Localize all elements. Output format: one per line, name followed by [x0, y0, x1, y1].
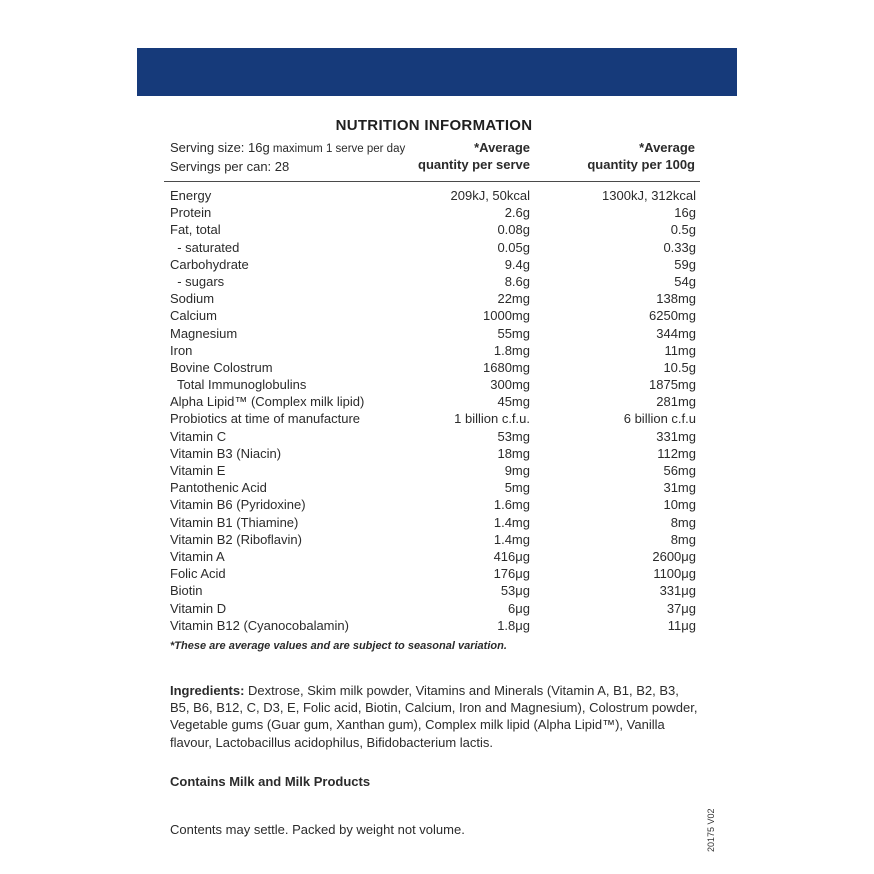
per-serve-value: 416μg: [493, 548, 530, 564]
table-row: [170, 462, 696, 479]
servings-per-can: Servings per can: 28: [170, 159, 290, 174]
per-100g-value: 2600μg: [652, 548, 696, 564]
nutrient-name: Vitamin A: [170, 548, 225, 564]
per-serve-value: 1.4mg: [493, 514, 530, 530]
per-100g-value: 6 billion c.f.u: [623, 411, 696, 427]
per-serve-value: 8.6g: [504, 273, 530, 289]
per-serve-value: 1680mg: [483, 359, 530, 375]
per-100g-value: 331μg: [659, 583, 696, 599]
per-100g-value: 56mg: [663, 463, 696, 478]
per-100g-value: 54g: [674, 273, 696, 289]
per-serve-value: 0.08g: [497, 222, 530, 238]
per-100g-value: 281mg: [656, 394, 696, 410]
serving-size-note: maximum 1 serve per day: [269, 143, 406, 155]
ingredients-text: Dextrose, Skim milk powder, Vitamins and Minerals (Vitamin A, B1, B2, B3, B5, B6, B12, C, D3, E, Folic acid, Biotin, Calcium, Iron and Magnesium), Colostrum powder, Vegetable gums (Guar gum, Xanthan gum), Complex milk lipid (Alpha Lipid™), Vanilla flavour, Lactobacillus acidophilus, Bifidobacterium lactis.: [170, 683, 698, 750]
per-serve-value: 176μg: [493, 566, 530, 582]
table-row: [170, 342, 696, 359]
nutrient-name: Probiotics at time of manufacture: [170, 411, 361, 427]
header-divider: [164, 181, 700, 182]
per-serve-value: 18mg: [497, 445, 530, 461]
nutrient-name: Energy: [170, 188, 212, 203]
table-row: [170, 531, 696, 548]
per-serve-value: 53μg: [500, 583, 530, 599]
per-serve-value: 55mg: [497, 325, 530, 341]
nutrient-name: Vitamin D: [170, 600, 227, 616]
table-row: [170, 221, 696, 238]
nutrient-name: Vitamin E: [170, 463, 226, 478]
per-serve-value: 1.8μg: [497, 617, 530, 633]
table-row: [170, 256, 696, 273]
average-note: *These are average values and are subject to seasonal variation.: [170, 640, 507, 652]
table-row: [170, 273, 696, 290]
allergen-statement: Contains Milk and Milk Products: [170, 774, 371, 789]
serve-col-line2: quantity per serve: [418, 157, 530, 172]
nutrition-table: [170, 187, 696, 634]
table-row: [170, 359, 696, 376]
table-row: [170, 428, 696, 445]
per-100g-value: 1100μg: [653, 566, 696, 582]
table-row: [170, 479, 696, 496]
per-100g-value: 112mg: [657, 445, 696, 461]
nutrient-name: Pantothenic Acid: [170, 480, 267, 496]
per-100g-value: 10.5g: [663, 359, 696, 375]
per-100g-value: 1875mg: [649, 377, 696, 393]
per100-col-line2: quantity per 100g: [587, 157, 695, 172]
per-serve-value: 1 billion c.f.u.: [454, 411, 530, 427]
table-row: [170, 582, 696, 599]
per-100g-value: 8mg: [670, 514, 696, 530]
table-row: [170, 600, 696, 617]
per-serve-value: 209kJ, 50kcal: [450, 188, 530, 203]
table-row: [170, 445, 696, 462]
table-row: [170, 496, 696, 513]
table-row: [170, 514, 696, 531]
table-row: [170, 393, 696, 410]
nutrient-name: Folic Acid: [170, 566, 226, 582]
table-row: [170, 410, 696, 427]
per-100g-value: 0.33g: [663, 239, 696, 255]
nutrient-name: Protein: [170, 205, 212, 221]
per-100g-value: 344mg: [656, 325, 696, 341]
per-serve-value: 22mg: [497, 291, 530, 307]
per-100g-value: 1300kJ, 312kcal: [602, 188, 696, 203]
per-100g-value: 10mg: [663, 497, 696, 513]
nutrient-name: Total Immunoglobulins: [170, 377, 307, 393]
per-serve-value: 1000mg: [483, 308, 530, 324]
per-serve-value: 9mg: [504, 463, 530, 478]
nutrient-name: - sugars: [170, 273, 225, 289]
nutrient-name: Vitamin B6 (Pyridoxine): [170, 497, 306, 513]
nutrient-name: Fat, total: [170, 222, 221, 238]
per-100g-value: 0.5g: [670, 222, 696, 238]
per-100g-value: 31mg: [663, 480, 696, 496]
nutrient-name: Sodium: [170, 291, 215, 307]
table-row: [170, 617, 696, 634]
page-title: NUTRITION INFORMATION: [335, 117, 533, 134]
per-serve-value: 5mg: [504, 480, 530, 496]
settle-statement: Contents may settle. Packed by weight not volume.: [170, 822, 465, 837]
per-serve-value: 1.6mg: [493, 497, 530, 513]
nutrient-name: - saturated: [170, 239, 240, 255]
table-row: [170, 204, 696, 221]
per-serve-value: 0.05g: [497, 239, 530, 255]
table-row: [170, 187, 696, 204]
serve-col-line1: *Average: [474, 140, 530, 155]
per100-column-header: [545, 139, 695, 173]
table-row: [170, 548, 696, 565]
per-serve-value: 300mg: [490, 377, 530, 393]
table-row: [170, 239, 696, 256]
per-serve-value: 53mg: [497, 428, 530, 444]
nutrient-name: Biotin: [170, 583, 203, 599]
per100-col-line1: *Average: [639, 140, 695, 155]
serving-info: [170, 139, 405, 175]
per-serve-value: 6μg: [508, 600, 530, 616]
per-serve-value: 1.8mg: [493, 342, 530, 358]
per-100g-value: 37μg: [666, 600, 696, 616]
table-row: [170, 290, 696, 307]
serve-column-header: [380, 139, 530, 173]
per-serve-value: 2.6g: [504, 205, 530, 221]
serving-size: Serving size: 16g: [170, 140, 270, 155]
nutrient-name: Magnesium: [170, 325, 238, 341]
nutrient-name: Iron: [170, 342, 193, 358]
per-100g-value: 11μg: [667, 617, 696, 633]
nutrient-name: Alpha Lipid™ (Complex milk lipid): [170, 394, 365, 410]
per-serve-value: 9.4g: [504, 256, 530, 272]
per-100g-value: 59g: [674, 256, 696, 272]
nutrient-name: Vitamin B12 (Cyanocobalamin): [170, 617, 349, 633]
table-row: [170, 307, 696, 324]
per-100g-value: 8mg: [670, 531, 696, 547]
nutrient-name: Vitamin B2 (Riboflavin): [170, 531, 302, 547]
per-100g-value: 331mg: [656, 428, 696, 444]
per-100g-value: 138mg: [656, 291, 696, 307]
per-serve-value: 1.4mg: [493, 531, 530, 547]
per-100g-value: 16g: [674, 205, 696, 221]
nutrient-name: Bovine Colostrum: [170, 359, 273, 375]
nutrient-name: Vitamin C: [170, 428, 227, 444]
table-row: [170, 376, 696, 393]
per-serve-value: 45mg: [497, 394, 530, 410]
nutrient-name: Calcium: [170, 308, 217, 324]
ingredients-label: Ingredients:: [170, 683, 245, 698]
table-row: [170, 565, 696, 582]
nutrient-name: Vitamin B1 (Thiamine): [170, 514, 299, 530]
per-100g-value: 11mg: [664, 342, 696, 358]
table-row: [170, 325, 696, 342]
header-banner: [137, 48, 737, 96]
per-100g-value: 6250mg: [649, 308, 696, 324]
nutrient-name: Carbohydrate: [170, 256, 249, 272]
product-code: 20175 V02: [706, 808, 716, 852]
nutrient-name: Vitamin B3 (Niacin): [170, 445, 282, 461]
ingredients: [170, 682, 700, 751]
